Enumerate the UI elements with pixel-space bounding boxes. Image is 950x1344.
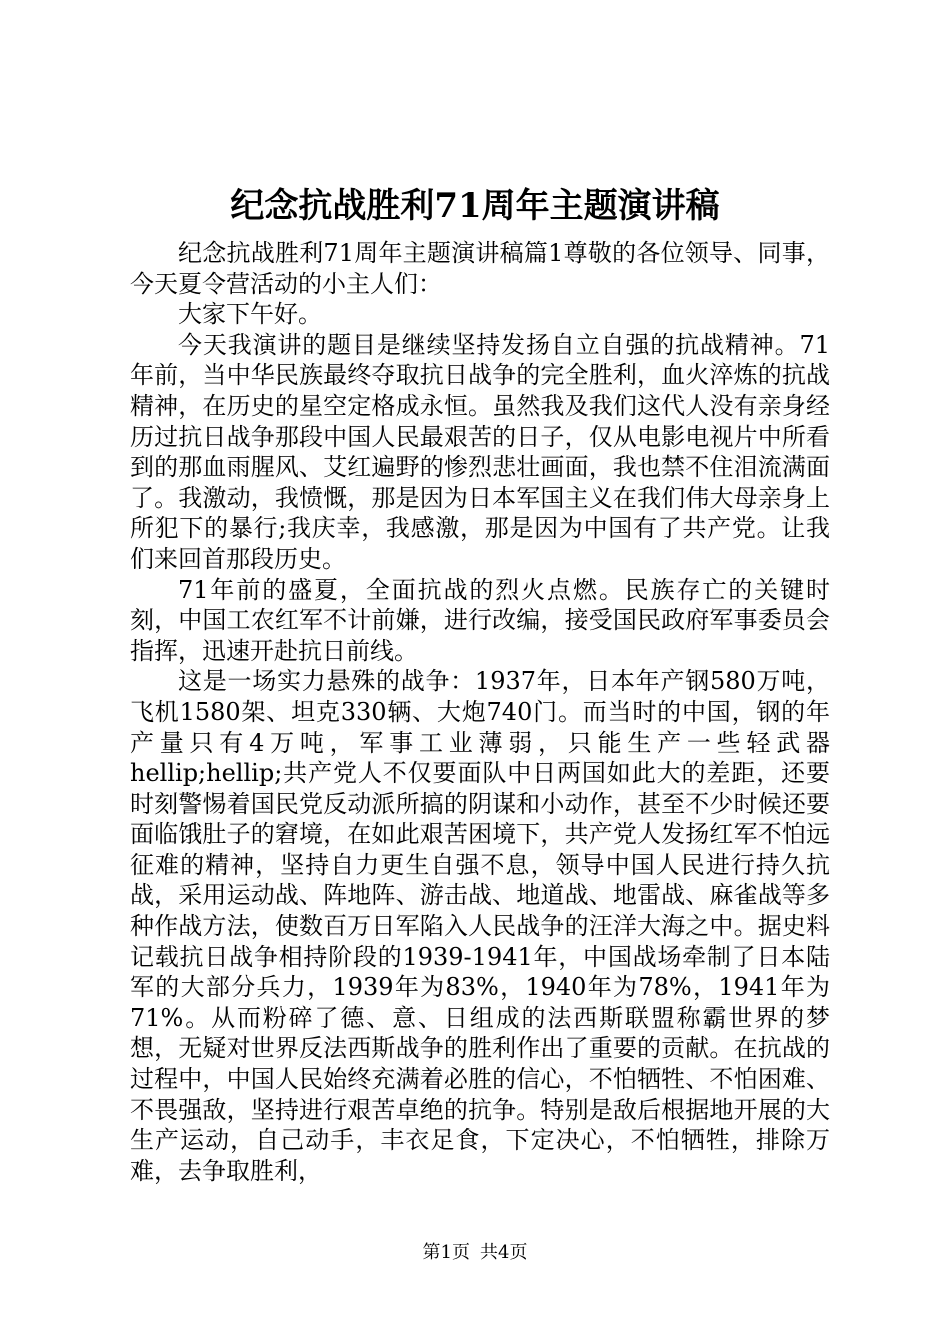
document-title: 纪念抗战胜利71周年主题演讲稿 [230, 186, 720, 226]
document-body [130, 238, 830, 1186]
paragraph: 71年前的盛夏，全面抗战的烈火点燃。民族存亡的关键时刻，中国工农红军不计前嫌，进行改编，接受国民政府军事委员会指挥，迅速开赴抗日前线。 [130, 575, 830, 665]
paragraph: 纪念抗战胜利71周年主题演讲稿篇1尊敬的各位领导、同事，今天夏令营活动的小主人们： [130, 239, 830, 298]
paragraph: 这是一场实力悬殊的战争：1937年，日本年产钢580万吨，飞机1580架、坦克330辆、大炮740门。而当时的中国，钢的年产量只有4万吨，军事工业薄弱，只能生产一些轻武器hellip;hellip;共产党人不仅要面队中日两国如此大的差距，还要时刻警惕着国民党反动派所搞的阴谋和小动作，甚至不少时候还要面临饿肚子的窘境，在如此艰苦困境下，共产党人发扬红军不怕远征难的精神，坚持自力更生自强不息，领导中国人民进行持久抗战，采用运动战、阵地阵、游击战、地道战、地雷战、麻雀战等多种作战方法，使数百万日军陷入人民战争的汪洋大海之中。据史料记载抗日战争相持阶段的1939-1941年，中国战场牵制了日本陆军的大部分兵力，1939年为83%，1940年为78%，1941年为71%。从而粉碎了德、意、日组成的法西斯联盟称霸世界的梦想，无疑对世界反法西斯战争的胜利作出了重要的贡献。在抗战的过程中，中国人民始终充满着必胜的信心，不怕牺牲、不怕困难、不畏强敌，坚持进行艰苦卓绝的抗争。特别是敌后根据地开展的大生产运动，自己动手，丰衣足食，下定决心，不怕牺牲，排除万难，去争取胜利， [130, 667, 830, 1185]
paragraph: 大家下午好。 [178, 300, 322, 329]
page-total: 共4页 [480, 1242, 528, 1263]
paragraph: 今天我演讲的题目是继续坚持发扬自立自强的抗战精神。71年前，当中华民族最终夺取抗日战争的完全胜利，血火淬炼的抗战精神，在历史的星空定格成永恒。虽然我及我们这代人没有亲身经历过抗日战争那段中国人民最艰苦的日子，仅从电影电视片中所看到的那血雨腥风、艾红遍野的惨烈悲壮画面，我也禁不住泪流满面了。我激动，我愤慨，那是因为日本军国主义在我们伟大母亲身上所犯下的暴行;我庆幸，我感激，那是因为中国有了共产党。让我们来回首那段历史。 [130, 330, 830, 573]
page-footer [0, 1241, 950, 1265]
page-number: 第1页 [422, 1242, 470, 1263]
